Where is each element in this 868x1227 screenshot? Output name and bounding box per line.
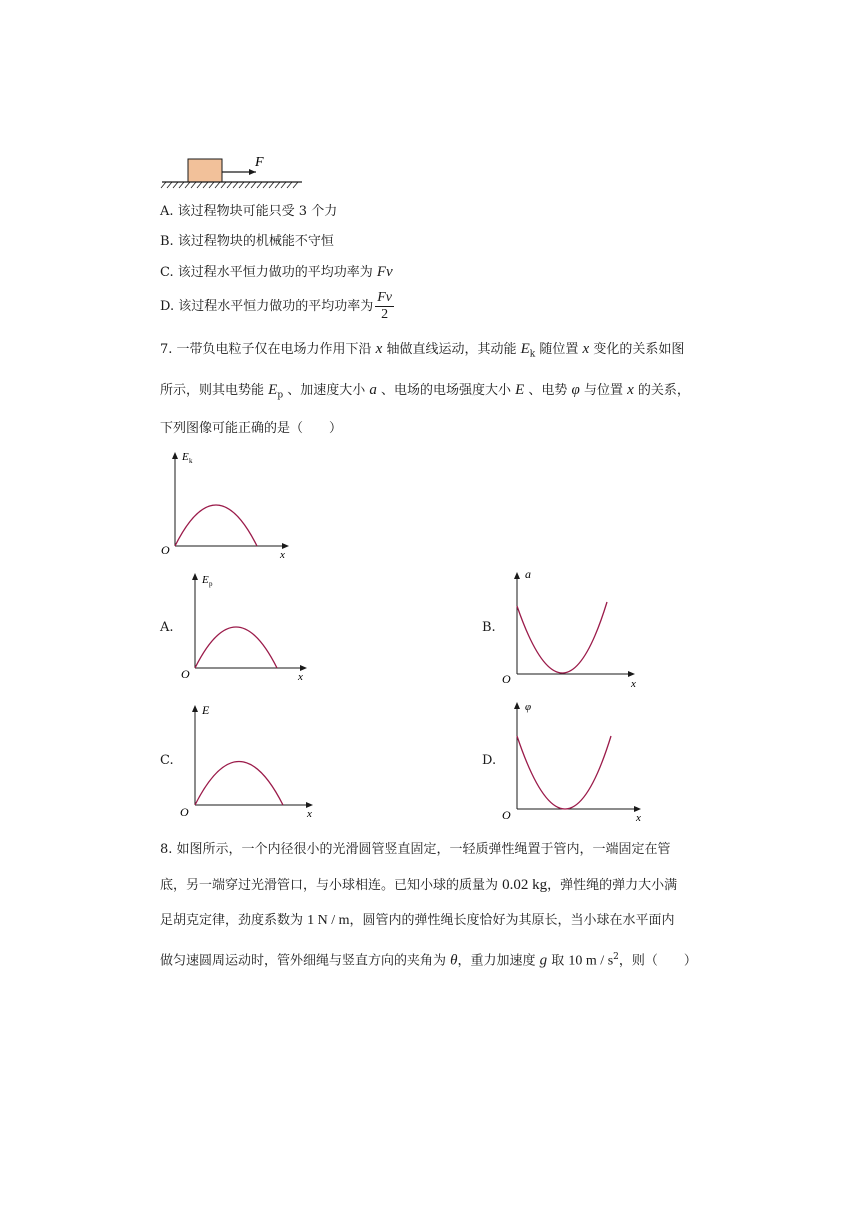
hatch-mark	[167, 182, 172, 188]
option-c: C. 该过程水平恒力做功的平均功率为 Fv	[160, 264, 393, 280]
q7-line-1: 7. 一带负电粒子仅在电场力作用下沿 x 轴做直线运动，其动能 $E_k$ 随位置 x 变化的关系如图	[160, 341, 685, 360]
block	[188, 159, 222, 182]
hatch-mark	[179, 182, 184, 188]
ground-hatch	[161, 182, 298, 188]
q8-line-4: 做匀速圆周运动时，管外细绳与竖直方向的夹角为 θ，重力加速度 g 取 10 m / $s^2$，则（ ）	[160, 952, 697, 969]
graph-a	[175, 568, 320, 686]
graph-d-y-label: φ	[525, 701, 532, 713]
graph-b-y-arrow	[514, 572, 520, 579]
graph-d-x-label: x	[636, 812, 641, 822]
graph-d	[497, 696, 652, 822]
graph-c-y-label: E	[202, 703, 210, 717]
graph-c	[175, 700, 325, 820]
graph-c-y-arrow	[192, 705, 198, 712]
hatch-mark	[215, 182, 220, 188]
graph-d-option-label: D.	[482, 753, 497, 768]
graph-a-y-label: E	[202, 574, 209, 586]
graph-b-y-label: a	[525, 567, 531, 581]
graph-ek-y-label-sub: k	[189, 457, 193, 465]
hatch-mark	[227, 182, 232, 188]
q8-line-2: 底，另一端穿过光滑管口，与小球相连。已知小球的质量为 0.02 kg，弹性绳的弹力大小满	[160, 877, 678, 893]
hatch-mark	[281, 182, 286, 188]
graph-ek-y-label: E	[182, 451, 189, 463]
q7-line-3: 下列图像可能正确的是（ ）	[160, 421, 343, 436]
option-a: A. 该过程物块可能只受 3 个力	[160, 204, 338, 219]
hatch-mark	[287, 182, 292, 188]
graph-c-x-label: x	[307, 808, 312, 820]
graph-d-origin: O	[502, 808, 511, 822]
graph-d-curve	[517, 736, 611, 809]
hatch-mark	[233, 182, 238, 188]
hatch-mark	[209, 182, 214, 188]
graph-a-option-label: A.	[160, 620, 174, 635]
graph-c-origin: O	[180, 805, 189, 819]
force-label: F	[255, 155, 264, 170]
graph-ek-y-arrow	[172, 452, 178, 459]
graph-b-x-label: x	[631, 678, 636, 688]
graph-ek	[155, 448, 305, 563]
hatch-mark	[275, 182, 280, 188]
hatch-mark	[251, 182, 256, 188]
option-b: B. 该过程物块的机械能不守恒	[160, 234, 334, 249]
graph-b-x-arrow	[628, 671, 635, 677]
graph-b-curve	[517, 602, 607, 673]
hatch-mark	[185, 182, 190, 188]
q8-line-1: 8. 如图所示，一个内径很小的光滑圆管竖直固定，一轻质弹性绳置于管内，一端固定在管	[160, 842, 671, 857]
hatch-mark	[263, 182, 268, 188]
hatch-mark	[197, 182, 202, 188]
graph-b-origin: O	[502, 672, 511, 686]
hatch-mark	[269, 182, 274, 188]
graph-a-y-arrow	[192, 573, 198, 580]
graph-d-y-arrow	[514, 702, 520, 709]
hatch-mark	[173, 182, 178, 188]
graph-b-option-label: B.	[482, 620, 496, 635]
graph-a-y-label-sub: p	[209, 580, 213, 588]
hatch-mark	[221, 182, 226, 188]
hatch-mark	[293, 182, 298, 188]
hatch-mark	[161, 182, 166, 188]
option-d: D. 该过程水平恒力做功的平均功率为 $\frac{Fv}{2}$	[160, 290, 392, 322]
hatch-mark	[203, 182, 208, 188]
graph-a-origin: O	[181, 667, 190, 681]
graph-c-curve	[195, 762, 283, 806]
graph-c-option-label: C.	[160, 753, 174, 768]
hatch-mark	[191, 182, 196, 188]
fraction-fv-2: $\frac{Fv}{2}$	[377, 290, 392, 322]
q7-line-2: 所示，则其电势能 $E_p$ 、加速度大小 a 、电场的电场强度大小 E 、电势 φ 与位置 x 的关系，	[160, 382, 690, 401]
graph-ek-curve	[175, 505, 257, 546]
graph-a-curve	[195, 627, 277, 668]
graph-ek-x-label: x	[280, 549, 285, 561]
hatch-mark	[245, 182, 250, 188]
hatch-mark	[239, 182, 244, 188]
block-force-figure	[158, 150, 308, 192]
graph-b	[497, 566, 647, 688]
graph-ek-origin: O	[161, 543, 170, 557]
hatch-mark	[257, 182, 262, 188]
q8-line-3: 足胡克定律，劲度系数为 1 N / m，圆管内的弹性绳长度恰好为其原长，当小球在水平面内	[160, 913, 675, 928]
graph-a-x-label: x	[298, 671, 303, 683]
